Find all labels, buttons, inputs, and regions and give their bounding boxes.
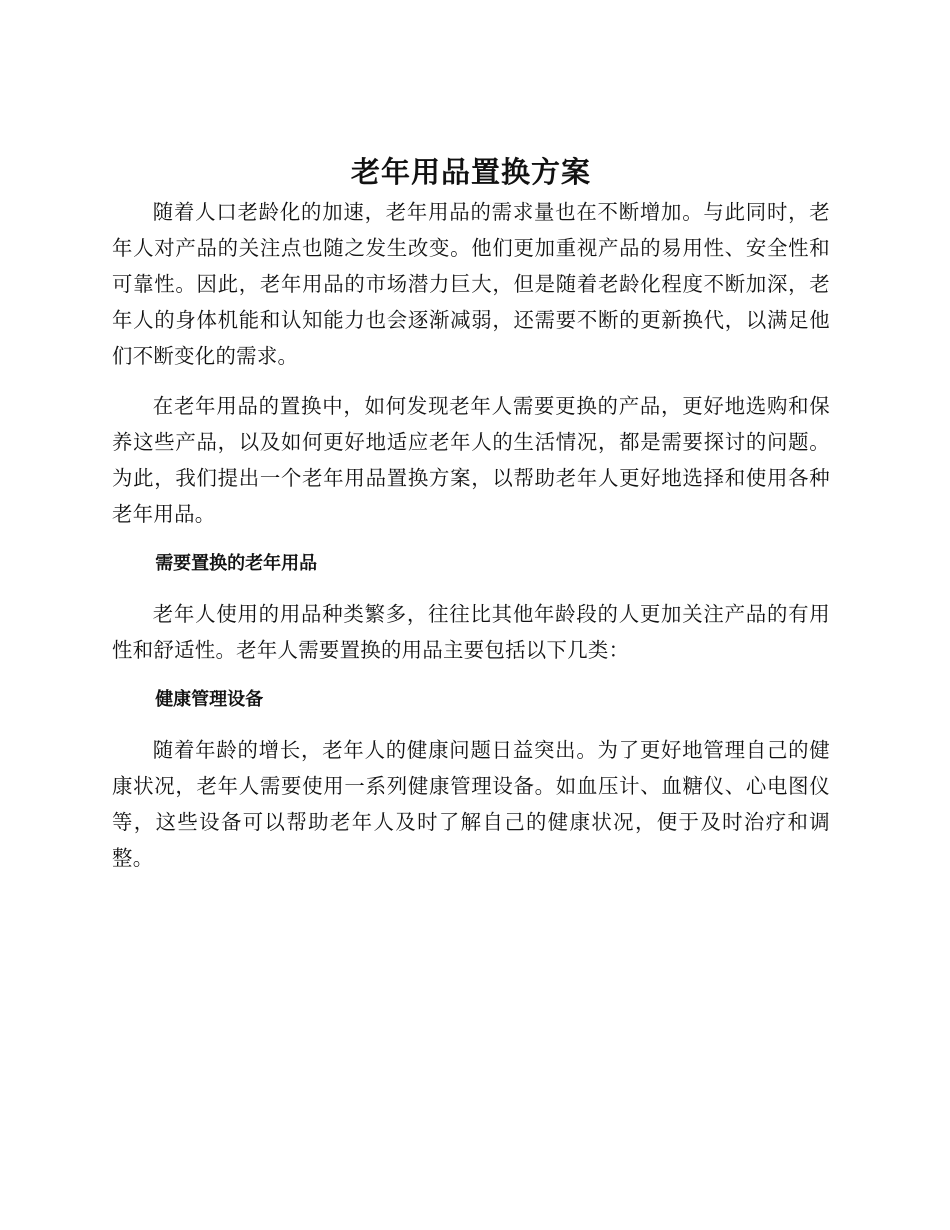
paragraph-gap xyxy=(112,374,830,388)
paragraph-gap xyxy=(112,668,830,682)
paragraph-gap xyxy=(112,532,830,546)
section-heading-health-devices: 健康管理设备 xyxy=(155,689,264,710)
intro-paragraph-2: 在老年用品的置换中，如何发现老年人需要更换的产品，更好地选购和保养这些产品，以及如何更好地适应老年人的生活情况，都是需要探讨的问题。为此，我们提出一个老年用品置换方案，以帮助老年人更好地选择和使用各种老年用品。 xyxy=(112,394,830,526)
section-paragraph-health-devices: 随着年龄的增长，老年人的健康问题日益突出。为了更好地管理自己的健康状况，老年人需要使用一系列健康管理设备。如血压计、血糖仪、心电图仪等，这些设备可以帮助老年人及时了解自己的健康状况，便于及时治疗和调整。 xyxy=(112,738,830,870)
section-heading-replacement-items: 需要置换的老年用品 xyxy=(155,553,318,574)
intro-paragraph-1: 随着人口老龄化的加速，老年用品的需求量也在不断增加。与此同时，老年人对产品的关注点也随之发生改变。他们更加重视产品的易用性、安全性和可靠性。因此，老年用品的市场潜力巨大，但是随着老龄化程度不断加深，老年人的身体机能和认知能力也会逐渐减弱，还需要不断的更新换代，以满足他们不断变化的需求。 xyxy=(112,200,830,368)
paragraph-gap xyxy=(112,582,830,596)
paragraph-gap xyxy=(112,718,830,732)
section-paragraph-replacement-items: 老年人使用的用品种类繁多，往往比其他年龄段的人更加关注产品的有用性和舒适性。老年人需要置换的用品主要包括以下几类： xyxy=(112,602,830,662)
document-page xyxy=(112,150,830,876)
document-title: 老年用品置换方案 xyxy=(350,155,591,189)
